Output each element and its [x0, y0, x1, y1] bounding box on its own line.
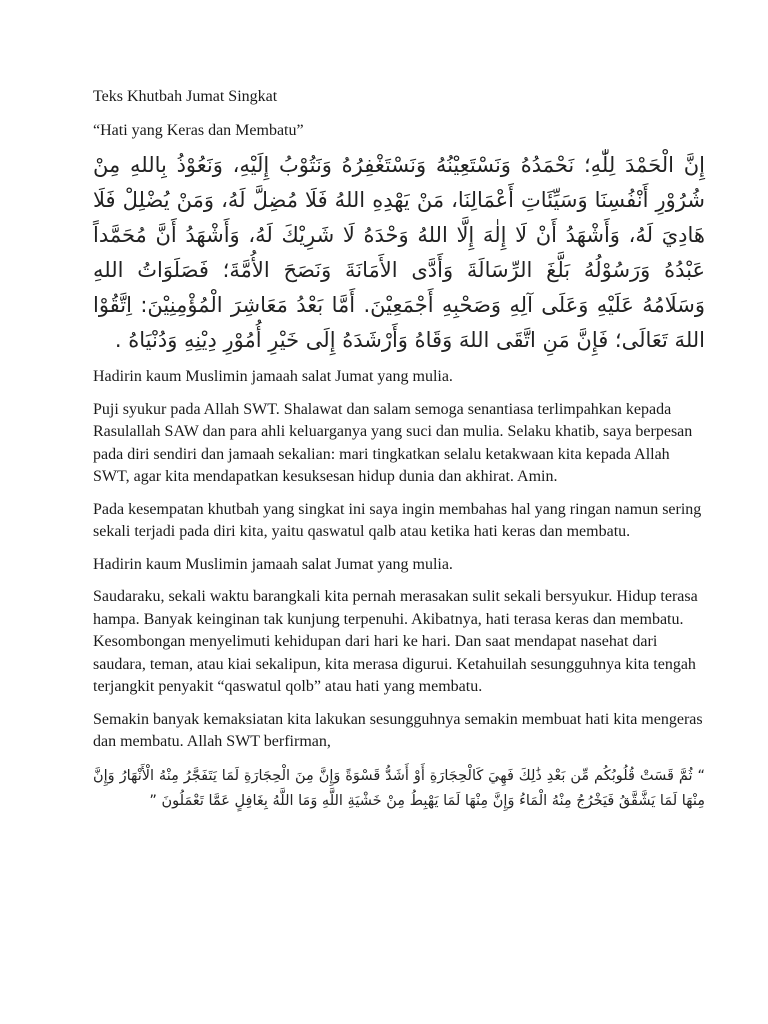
- paragraph-topic: Pada kesempatan khutbah yang singkat ini saya ingin membahas hal yang ringan namun sering sekali terjadi pada diri kita, yaitu qaswatul qalb atau ketika hati keras dan membatu.: [93, 500, 702, 540]
- document-subtitle: “Hati yang Keras dan Membatu”: [93, 122, 304, 139]
- document-page: [93, 86, 705, 814]
- paragraph-firman-intro: Semakin banyak kemaksiatan kita lakukan sesungguhnya semakin membuat hati kita mengeras dan membatu. Allah SWT berfirman,: [93, 710, 703, 750]
- paragraph-praise: Puji syukur pada Allah SWT. Shalawat dan salam semoga senantiasa terlimpahkan kepada Rasulallah SAW dan para ahli keluarganya yang suci dan mulia. Selaku khatib, saya berpesan pada diri sendiri dan jamaah sekalian: mari tingkatkan selalu ketakwaan kita kepada Allah SWT, agar kita mendapatkan kesuksesan hidup dunia dan akhirat. Amin.: [93, 400, 693, 485]
- arabic-opening-prayer: إِنَّ الْحَمْدَ لِلّٰهِ؛ نَحْمَدُهُ وَنَسْتَعِيْنُهُ وَنَسْتَغْفِرُهُ وَنَتُوْبُ إِلَيْهِ، وَنَعُوْذُ بِاللهِ مِنْ شُرُوْرِ أَنْفُسِنَا وَسَيِّئَاتِ أَعْمَالِنَا، مَنْ يَهْدِهِ اللهُ فَلَا مُضِلَّ لَهُ، وَمَنْ يُضْلِلْ فَلَا هَادِيَ لَهُ، وَأَشْهَدُ أَنْ لَا إِلٰهَ إِلَّا اللهُ وَحْدَهُ لَا شَرِيْكَ لَهُ، وَأَشْهَدُ أَنَّ مُحَمَّداً عَبْدُهُ وَرَسُوْلُهُ بَلَّغَ الرِّسَالَةَ وَأَدَّى الأَمَانَةَ وَنَصَحَ الأُمَّةَ؛ فَصَلَوَاتُ اللهِ وَسَلَامُهُ عَلَيْهِ وَعَلَى آلِهِ وَصَحْبِهِ أَجْمَعِيْنَ. أَمَّا بَعْدُ مَعَاشِرَ الْمُؤْمِنِيْنَ: اِتَّقُوْا اللهَ تَعَالَى؛ فَإِنَّ مَنِ اتَّقَى اللهَ وَقَاهُ وَأَرْشَدَهُ إِلَى خَيْرِ أُمُوْرِ دِيْنِهِ وَدُنْيَاهُ .: [93, 153, 705, 352]
- arabic-quran-verse: “ ثُمَّ قَسَتْ قُلُوبُكُم مِّن بَعْدِ ذَٰلِكَ فَهِيَ كَالْحِجَارَةِ أَوْ أَشَدُّ قَسْوَةً وَإِنَّ مِنَ الْحِجَارَةِ لَمَا يَتَفَجَّرُ مِنْهُ الْأَنْهَارُ وَإِنَّ مِنْهَا لَمَا يَشَّقَّقُ فَيَخْرُجُ مِنْهُ الْمَاءُ وَإِنَّ مِنْهَا لَمَا يَهْبِطُ مِنْ خَشْيَةِ اللَّهِ وَمَا اللَّهُ بِغَافِلٍ عَمَّا تَعْمَلُونَ ”: [93, 767, 705, 809]
- paragraph-greeting-2: Hadirin kaum Muslimin jamaah salat Jumat yang mulia.: [93, 555, 453, 573]
- paragraph-greeting-1: Hadirin kaum Muslimin jamaah salat Jumat yang mulia.: [93, 368, 453, 385]
- document-title: Teks Khutbah Jumat Singkat: [93, 88, 278, 105]
- paragraph-qaswatul-qolb: Saudaraku, sekali waktu barangkali kita pernah merasakan sulit sekali bersyukur. Hidup terasa hampa. Banyak keinginan tak kunjung terpenuhi. Akibatnya, hati terasa keras dan membatu. Kesombongan menyelimuti kehidupan dari hari ke hari. Dan saat mendapat nasehat dari saudara, teman, atau kiai sekalipun, kita merasa digurui. Ketahuilah sesungguhnya kita tengah terjangkit penyakit “qaswatul qolb” atau hati yang membatu.: [93, 588, 698, 695]
